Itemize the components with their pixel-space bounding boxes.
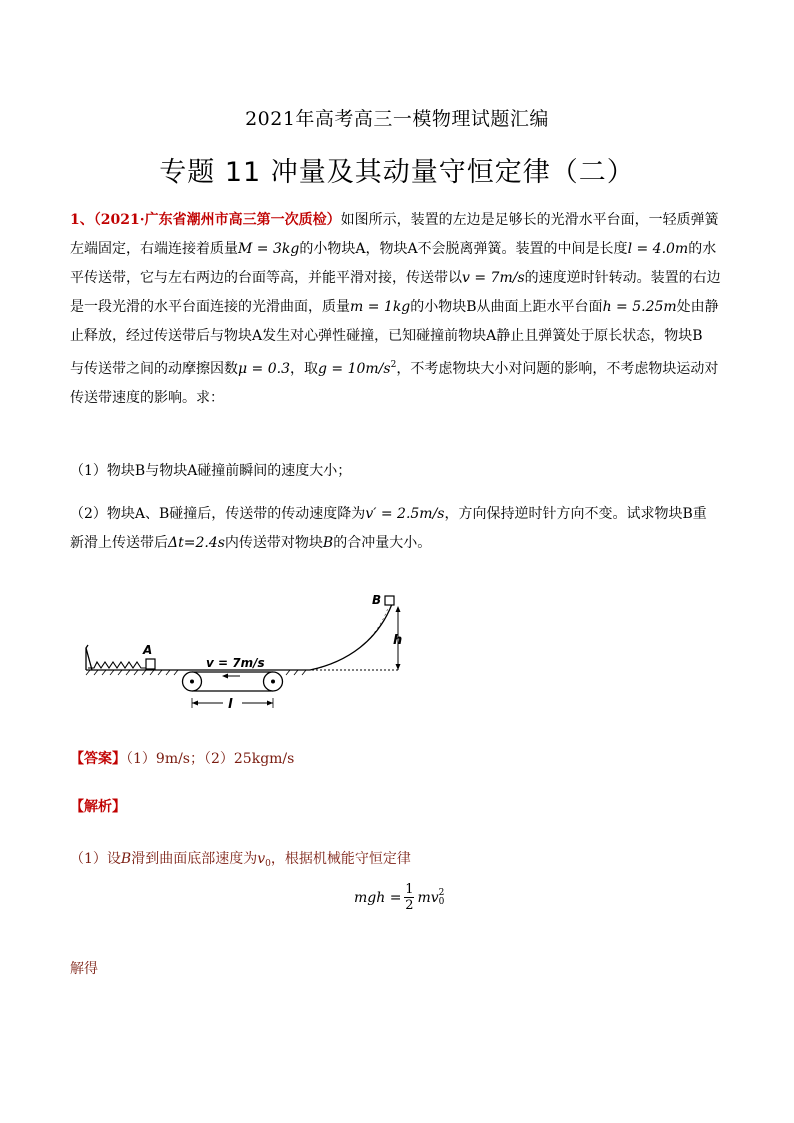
answer-value: （1）9m/s；（2）25kgm/s	[126, 751, 295, 767]
label-h: h	[393, 633, 403, 648]
question-number: 1、	[70, 212, 94, 228]
time-interval: Δt=2.4s	[168, 535, 225, 551]
part-2: （2）物块A、B碰撞后，传送带的传动速度降为v′ = 2.5m/s，方向保持逆时针方向不变。试求物块B重 新滑上传送带后Δt=2.4s内传送带对物块B的合冲量大小。	[70, 506, 707, 551]
compilation-title: 2021年高考高三一模物理试题汇编	[245, 108, 549, 130]
question-text: 1、（2021·广东省潮州市高三第一次质检）如图所示，装置的左边是足够长的光滑水平台面，一轻质弹簧 左端固定，右端连接着质量M = 3kg的小物块A，物块A不会脱离弹簧。装置的中间是长度l = 4.0m的水 平传送带，它与左右两边的台面等高，并能平滑对接，传送带以v = 7m/s的速度逆时针转动。装置的右边 是一段光滑的水平台面连接的光滑曲面，质量m = 1kg的小物块B从曲面上距水平台面h = 5.25m处由静 止释放，经过传送带后与物块A发生对心弹性碰撞，已知碰撞前物块A静止且弹簧处于原长状态，物块B 与传送带之间的动摩擦因数μ = 0.3，取$g = 10m/s^2$，不考虑物块大小对问题的影响，不考虑物块运动对 传送带速度的影响。求：	[70, 212, 721, 406]
analysis-step-1: （1）设B滑到曲面底部速度为$v_0$，根据机械能守恒定律	[70, 851, 411, 869]
label-v: v = 7m/s	[206, 656, 265, 670]
answer-tag: 【答案】	[70, 751, 126, 767]
energy-formula: mgh = $\frac{1}{2}$ mv 2 0	[354, 882, 445, 913]
spring	[88, 662, 146, 668]
answer-line	[70, 748, 294, 768]
mass-M: M = 3kg	[238, 241, 300, 257]
label-b: B	[372, 593, 382, 607]
label-l: l	[228, 697, 233, 712]
left-wall	[86, 645, 92, 670]
topic-title: 专题 11 冲量及其动量守恒定律（二）	[159, 157, 635, 188]
label-a: A	[143, 643, 153, 657]
question-source: （2021·广东省潮州市高三第一次质检）	[93, 212, 341, 228]
length-l: l = 4.0m	[627, 241, 689, 257]
block-b	[385, 596, 394, 605]
gravity: g = 10m/s	[318, 361, 391, 377]
new-belt-speed: v′ = 2.5m/s	[365, 506, 445, 522]
friction-coefficient: μ = 0.3	[238, 361, 290, 377]
part-1: （1）物块B与物块A碰撞前瞬间的速度大小；	[70, 463, 352, 479]
belt-speed: v = 7m/s	[462, 270, 525, 286]
height-h: h = 5.25m	[602, 299, 677, 315]
solve-label: 解得	[70, 961, 98, 977]
fraction-half: $\frac{1}{2}$	[405, 882, 414, 913]
curved-surface	[310, 604, 392, 670]
conveyor-diagram	[80, 590, 410, 715]
block-a	[146, 659, 155, 669]
mass-m: m = 1kg	[350, 299, 411, 315]
analysis-tag: 【解析】	[70, 799, 126, 815]
